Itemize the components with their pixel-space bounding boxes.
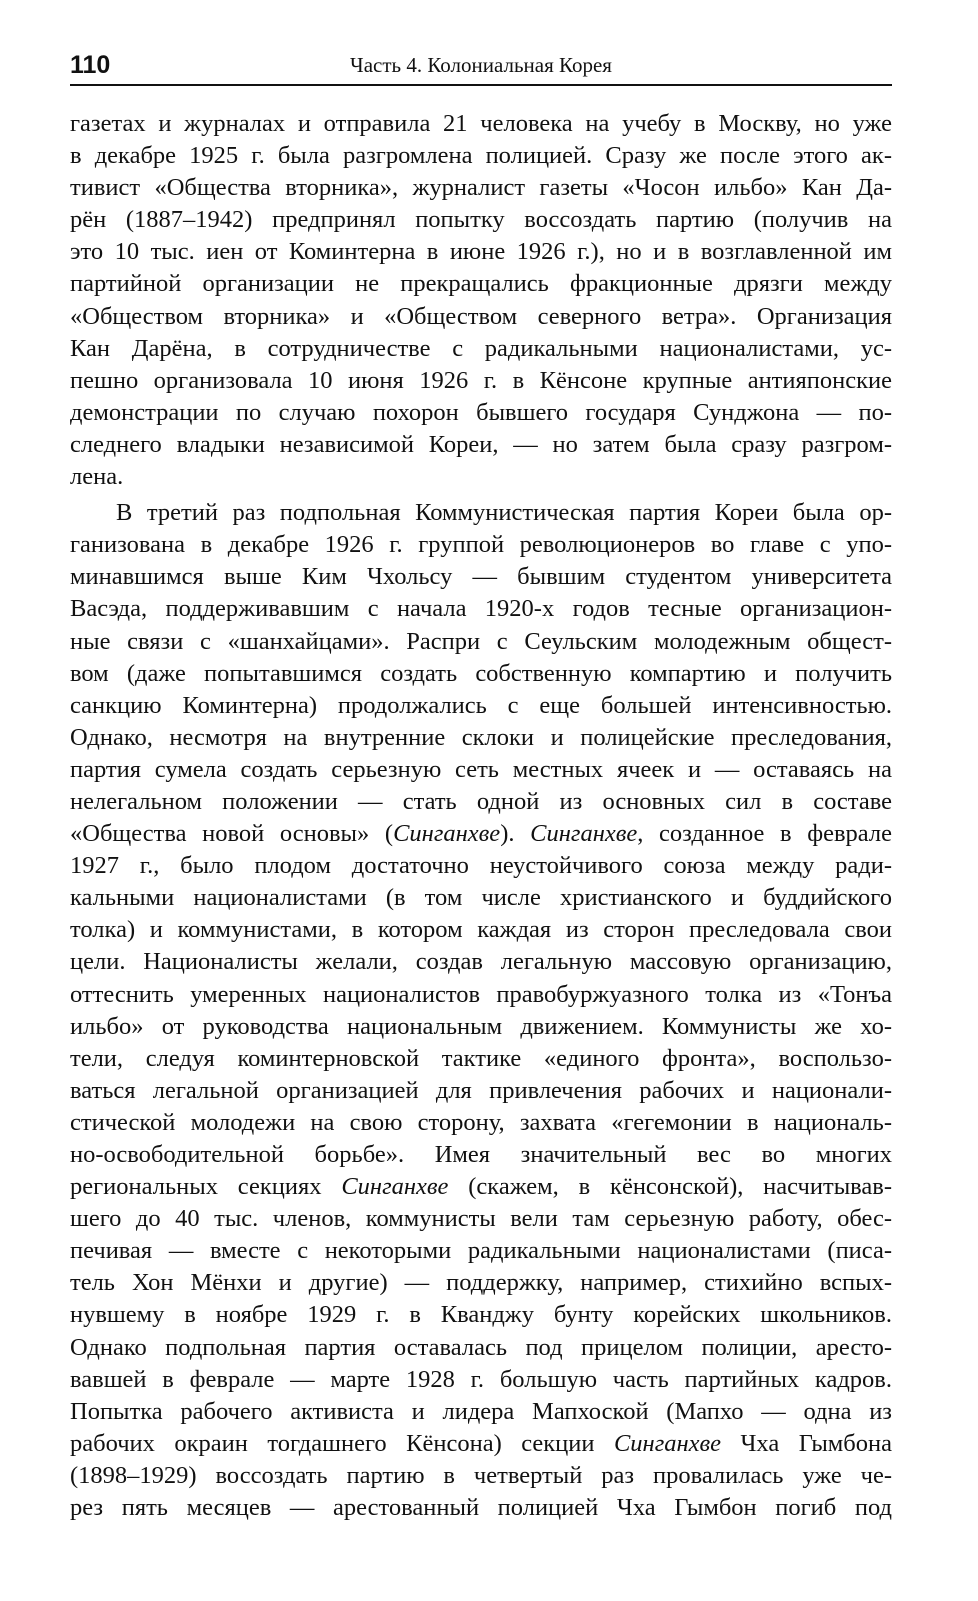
text-line [70,429,892,461]
text-segment: ганизована в декабре 1926 г. группой революционеров во главе с упо- [70,531,892,559]
text-line [70,1460,892,1492]
text-line [70,529,892,561]
page-number: 110 [70,51,111,79]
text-segment: 1927 г., было плодом достаточно неустойчивого союза между ради- [70,852,892,880]
text-line [70,1364,892,1396]
text-segment: цели. Националисты желали, создав легальную массовую организацию, [70,948,892,976]
text-segment: толка) и коммунистами, в котором каждая из сторон преследовала свои [70,916,892,944]
text-segment: в декабре 1925 г. была разгромлена полицией. Сразу же после этого ак- [70,142,892,170]
text-line [70,172,892,204]
body-text [70,108,892,1524]
text-segment: стической молодежи на свою сторону, захвата «гегемонии в националь- [70,1108,892,1136]
text-segment: тель Хон Мёнхи и другие) — поддержку, например, стихийно вспых- [70,1269,892,1297]
text-segment: газетах и журналах и отправила 21 человека на учебу в Москву, но уже [70,110,892,137]
text-segment: Чха Гымбона [721,1429,892,1457]
text-segment: В третий раз подпольная Коммунистическая партия Кореи была ор- [116,499,892,527]
text-segment: минавшимся выше Ким Чхольсу — бывшим студентом университета [70,563,892,591]
text-line [70,658,892,690]
text-line [70,1267,892,1299]
text-segment: санкцию Коминтерна) продолжались с еще большей интенсивностью. [70,691,892,719]
text-segment: демонстрации по случаю похорон бывшего государя Сунджона — по- [70,398,892,426]
text-segment: (1898–1929) воссоздать партию в четвертый раз провалилась уже че- [70,1461,892,1489]
text-segment: лена. [70,463,124,491]
text-line [70,301,892,333]
text-line [70,593,892,625]
text-segment: следнего владыки независимой Кореи, — но затем была сразу разгром- [70,430,892,458]
text-line [70,1043,892,1075]
text-segment: , созданное в феврале [637,820,892,848]
text-line [70,979,892,1011]
text-line [70,1203,892,1235]
text-segment: (скажем, в кёнсонской), насчитывав- [448,1173,892,1201]
text-segment: шего до 40 тыс. членов, коммунисты вели там серьезную работу, обес- [70,1205,892,1233]
text-line [70,140,892,172]
text-line [70,690,892,722]
italic-term: Синганхве [393,820,501,848]
text-line [70,268,892,300]
text-segment: Однако подпольная партия оставалась под прицелом полиции, аресто- [70,1333,892,1361]
text-segment: «Общества новой основы» ( [70,820,394,848]
text-line [70,108,892,140]
text-line [70,1107,892,1139]
text-line [70,914,892,946]
text-line [70,1235,892,1267]
text-line [70,818,892,850]
paragraph [70,108,892,493]
text-line [70,946,892,978]
text-line [70,1299,892,1331]
text-segment: Попытка рабочего активиста и лидера Мапхоской (Мапхо — одна из [70,1397,892,1425]
text-segment: рез пять месяцев — арестованный полицией Чха Гымбон погиб под [70,1494,892,1522]
text-line [70,1139,892,1171]
running-title: Часть 4. Колониальная Корея [350,53,612,77]
text-segment: партия сумела создать серьезную сеть местных ячеек и — оставаясь на [70,755,892,783]
text-segment: это 10 тыс. иен от Коминтерна в июне 1926 г.), но и в возглавленной им [70,238,892,266]
italic-term: Синганхве [341,1173,449,1201]
paragraph [70,493,892,1524]
text-segment: пешно организовала 10 июня 1926 г. в Кёнсоне крупные антияпонские [70,366,892,394]
text-segment: Кан Дарёна, в сотрудничестве с радикальными националистами, ус- [70,334,892,362]
text-line [70,497,892,529]
text-segment: нелегальном положении — стать одной из основных сил в составе [70,787,892,815]
text-segment: региональных секциях [70,1173,342,1201]
text-line [70,626,892,658]
text-line [70,236,892,268]
text-line [70,850,892,882]
text-line [70,1396,892,1428]
text-segment: ильбо» от руководства национальным движением. Коммунисты же хо- [70,1012,892,1040]
text-segment: тели, следуя коминтерновской тактике «единого фронта», воспользо- [70,1044,892,1072]
text-line [70,1075,892,1107]
text-line [70,561,892,593]
text-line [70,754,892,786]
text-segment: тивист «Общества вторника», журналист газеты «Чосон ильбо» Кан Да- [70,174,892,202]
text-segment: вавшей в феврале — марте 1928 г. большую часть партийных кадров. [70,1365,892,1393]
text-segment: вом (даже попытавшимся создать собственную компартию и получить [70,659,892,687]
text-segment: оттеснить умеренных националистов правобуржуазного толка из «Тонъа [70,980,892,1008]
text-segment: кальными националистами (в том числе христианского и буддийского [70,884,892,912]
italic-term: Синганхве [613,1429,722,1457]
text-segment: партийной организации не прекращались фракционные дрязги между [70,270,892,298]
text-segment: ). [500,820,531,848]
text-line [70,397,892,429]
text-segment: печивая — вместе с некоторыми радикальными националистами (писа- [70,1237,892,1265]
italic-term: Синганхве [530,820,638,848]
text-segment: Васэда, поддерживавшим с начала 1920-х годов тесные организацион- [70,595,892,623]
text-segment: ные связи с «шанхайцами». Распри с Сеульским молодежным общест- [70,627,892,655]
text-segment: рабочих окраин тогдашнего Кёнсона) секции [70,1429,614,1457]
text-line [70,204,892,236]
text-line [70,882,892,914]
text-line [70,722,892,754]
text-segment: но-освободительной борьбе». Имея значительный вес во многих [70,1141,892,1168]
text-line [70,461,892,493]
text-line [70,333,892,365]
text-line [70,1011,892,1043]
text-line [70,365,892,397]
text-line [70,1332,892,1364]
text-line [70,1428,892,1460]
text-segment: рён (1887–1942) предпринял попытку воссоздать партию (получив на [70,206,892,234]
text-segment: нувшему в ноябре 1929 г. в Кванджу бунту корейских школьников. [70,1301,892,1329]
text-line [70,1492,892,1524]
text-line [70,786,892,818]
text-segment: «Обществом вторника» и «Обществом северного ветра». Организация [70,302,892,330]
page-header [70,50,892,86]
text-segment: ваться легальной организацией для привлечения рабочих и национали- [70,1076,892,1104]
text-line [70,1171,892,1203]
text-segment: Однако, несмотря на внутренние склоки и полицейские преследования, [70,723,892,751]
